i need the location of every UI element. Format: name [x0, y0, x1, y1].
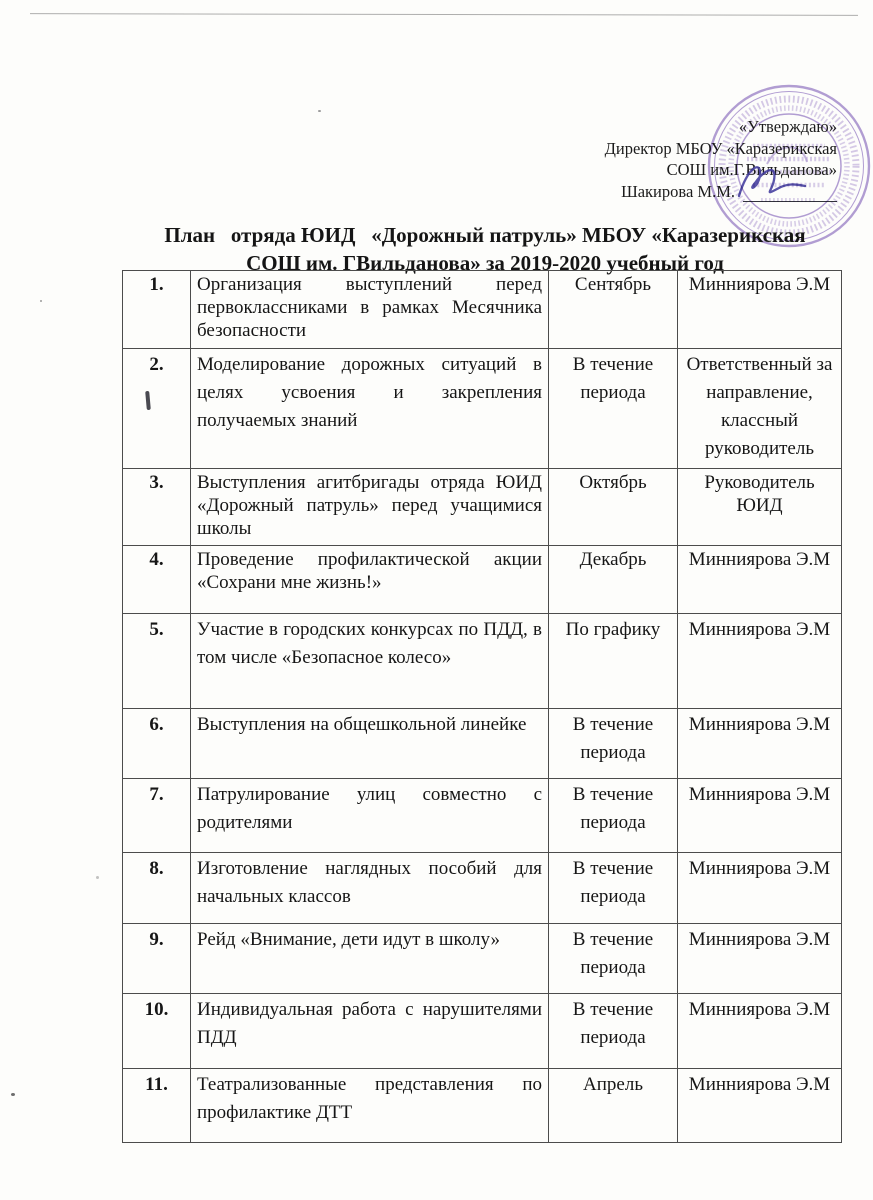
row-number-cell: 2.: [123, 349, 191, 469]
table-row: [123, 853, 842, 924]
table-row: [123, 924, 842, 994]
period-cell: Сентябрь: [549, 271, 678, 349]
period-cell: В течение периода: [549, 709, 678, 779]
scan-artifact-line: [30, 13, 858, 16]
table-row: [123, 271, 842, 349]
table-row: [123, 709, 842, 779]
row-number-cell: 4.: [123, 546, 191, 614]
responsible-cell: Ответственный за направление, классный руководитель: [678, 349, 842, 469]
table-row: [123, 546, 842, 614]
page-title: [128, 221, 842, 277]
row-number-cell: 7.: [123, 779, 191, 853]
activity-cell: Выступления агитбригады отряда ЮИД «Дорожный патруль» перед учащимися школы: [191, 469, 549, 546]
activity-cell: Выступления на общешкольной линейке: [191, 709, 549, 779]
period-cell: Октябрь: [549, 469, 678, 546]
activity-cell: Организация выступлений перед первоклассниками в рамках Месячника безопасности: [191, 271, 549, 349]
plan-table: [122, 270, 842, 1143]
table-row: [123, 779, 842, 853]
scan-speck: [11, 1093, 15, 1096]
table-row: [123, 469, 842, 546]
approval-line-2: Директор МБОУ «Каразерикская: [604, 138, 837, 158]
activity-cell: Изготовление наглядных пособий для начальных классов: [191, 853, 549, 924]
period-cell: В течение периода: [549, 779, 678, 853]
period-cell: В течение периода: [549, 994, 678, 1069]
period-cell: В течение периода: [549, 853, 678, 924]
activity-cell: Театрализованные представления по профилактике ДТТ: [191, 1069, 549, 1143]
period-cell: Декабрь: [549, 546, 678, 614]
title-line-2: СОШ им. ГВильданова» за 2019-2020 учебный год: [246, 251, 724, 275]
responsible-cell: Минниярова Э.М: [678, 709, 842, 779]
activity-cell: Участие в городских конкурсах по ПДД, в том числе «Безопасное колесо»: [191, 614, 549, 709]
responsible-cell: Минниярова Э.М: [678, 924, 842, 994]
activity-cell: Рейд «Внимание, дети идут в школу»: [191, 924, 549, 994]
row-number-cell: 5.: [123, 614, 191, 709]
row-number-cell: 1.: [123, 271, 191, 349]
row-number-cell: 10.: [123, 994, 191, 1069]
table-row: [123, 614, 842, 709]
row-number-cell: 9.: [123, 924, 191, 994]
scan-speck: [96, 876, 99, 879]
approval-line-3: СОШ им.Г.Вильданова»: [666, 160, 837, 179]
scan-speck: [318, 110, 321, 112]
period-cell: В течение периода: [549, 924, 678, 994]
activity-cell: Индивидуальная работа с нарушителями ПДД: [191, 994, 549, 1069]
table-row: [123, 349, 842, 469]
row-number-cell: 6.: [123, 709, 191, 779]
row-number-cell: 3.: [123, 469, 191, 546]
row-number-cell: 11.: [123, 1069, 191, 1143]
responsible-cell: Минниярова Э.М: [678, 994, 842, 1069]
table-row: [123, 994, 842, 1069]
responsible-cell: Руководитель ЮИД: [678, 469, 842, 546]
responsible-cell: Минниярова Э.М: [678, 1069, 842, 1143]
approval-line-1: «Утверждаю»: [738, 117, 837, 136]
responsible-cell: Минниярова Э.М: [678, 614, 842, 709]
title-line-1: План отряда ЮИД «Дорожный патруль» МБОУ «Каразерикская: [164, 223, 806, 247]
responsible-cell: Минниярова Э.М: [678, 779, 842, 853]
activity-cell: Проведение профилактической акции «Сохрани мне жизнь!»: [191, 546, 549, 614]
activity-cell: Моделирование дорожных ситуаций в целях усвоения и закрепления получаемых знаний: [191, 349, 549, 469]
table-row: [123, 1069, 842, 1143]
period-cell: По графику: [549, 614, 678, 709]
responsible-cell: Минниярова Э.М: [678, 546, 842, 614]
responsible-cell: Минниярова Э.М: [678, 271, 842, 349]
responsible-cell: Минниярова Э.М: [678, 853, 842, 924]
row-number-cell: 8.: [123, 853, 191, 924]
activity-cell: Патрулирование улиц совместно с родителями: [191, 779, 549, 853]
director-name: Шакирова М.М.: [621, 181, 735, 201]
period-cell: Апрель: [549, 1069, 678, 1143]
period-cell: В течение периода: [549, 349, 678, 469]
scan-speck: [40, 300, 42, 302]
